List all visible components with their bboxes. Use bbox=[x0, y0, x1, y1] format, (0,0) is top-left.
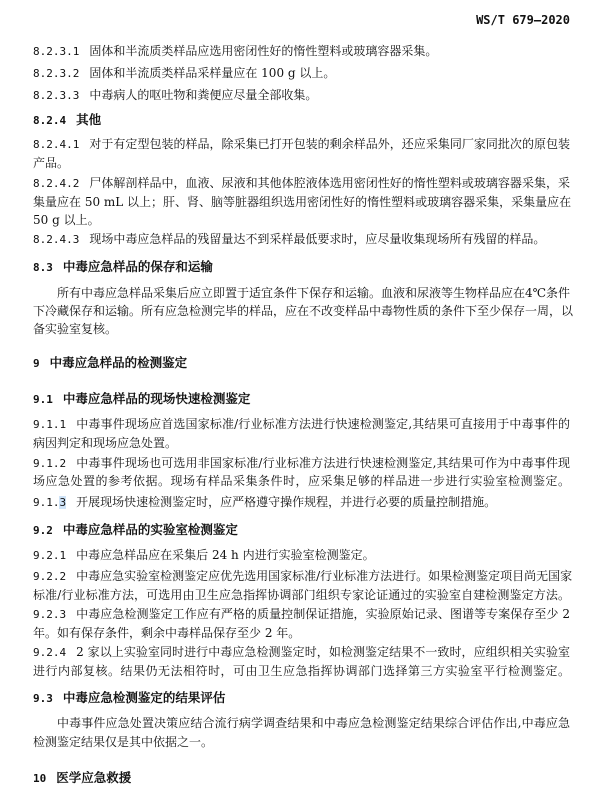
line-text: 中毒事件应急处置决策应结合流行病学调查结果和中毒应急检测鉴定结果综合评估作出,中毒应急 bbox=[57, 716, 570, 730]
paragraph-line bbox=[33, 211, 570, 230]
clause-number: 8.2.3.2 bbox=[33, 67, 80, 80]
line-text: 中毒应急样品的实验室检测鉴定 bbox=[62, 522, 238, 537]
clause-number[interactable]: 9.1.3 bbox=[33, 496, 67, 509]
line-text: 所有中毒应急样品采集后应立即置于适宜条件下保存和运输。血液和尿液等生物样品应在4℃条件 bbox=[57, 286, 571, 300]
line-text: 中毒事件现场应首选国家标准/行业标准方法进行快速检测鉴定,其结果可直接用于中毒事件的 bbox=[76, 417, 570, 431]
line-text: 病因判定和现场应急处置。 bbox=[33, 436, 178, 450]
clause-number: 9.2.1 bbox=[33, 549, 67, 562]
document-code-header: WS/T 679—2020 bbox=[476, 13, 570, 27]
paragraph-line bbox=[33, 64, 570, 83]
paragraph-line bbox=[33, 42, 570, 61]
paragraph-line bbox=[33, 493, 570, 512]
clause-number: 9.2.3 bbox=[33, 608, 67, 621]
section-heading bbox=[33, 389, 570, 408]
clause-number: 9.2.2 bbox=[33, 570, 67, 583]
line-text: 开展现场快速检测鉴定时，应严格遵守操作规程，并进行必要的质量控制措施。 bbox=[76, 495, 497, 509]
clause-number: 8.2.4 bbox=[33, 114, 67, 127]
line-text: 集量应在 50 mL 以上；肝、肾、脑等脏器组织选用密闭性好的惰性塑料或玻璃容器采集，采集量应在 bbox=[33, 195, 572, 209]
line-text: 中毒应急样品应在采集后 24 h 内进行实验室检测鉴定。 bbox=[76, 548, 375, 562]
line-text: 50 g 以上。 bbox=[33, 213, 100, 227]
clause-number: 9 bbox=[33, 357, 40, 370]
clause-number: 10 bbox=[33, 772, 47, 785]
section-heading bbox=[33, 520, 570, 539]
paragraph-line bbox=[33, 193, 570, 212]
paragraph-line bbox=[33, 415, 570, 434]
line-text: 标准/行业标准方法，可选用由卫生应急指挥协调部门组织专家论证通过的实验室自建检测鉴定方法。 bbox=[33, 588, 570, 602]
line-text: 场应急处置的参考依据。现场有样品采集条件时，应采集足够的样品进一步进行实验室检测鉴定。 bbox=[33, 474, 570, 488]
line-text: 进行内部复核。结果仍无法相符时，可由卫生应急指挥协调部门选择第三方实验室平行检测鉴定。 bbox=[33, 664, 570, 678]
line-text: 中毒应急样品的保存和运输 bbox=[62, 259, 213, 274]
paragraph-line bbox=[33, 714, 570, 733]
paragraph-line bbox=[33, 472, 570, 491]
line-text: 尸体解剖样品中，血液、尿液和其他体腔液体选用密闭性好的惰性塑料或玻璃容器采集，采 bbox=[89, 176, 570, 190]
clause-number: 9.1.2 bbox=[33, 457, 67, 470]
paragraph-line bbox=[33, 605, 570, 624]
clause-number: 9.3 bbox=[33, 692, 53, 705]
line-text: 中毒病人的呕吐物和粪便应尽量全部收集。 bbox=[89, 88, 318, 102]
section-heading bbox=[33, 768, 570, 787]
line-text: 2 家以上实验室同时进行中毒应急检测鉴定时，如检测鉴定结果不一致时，应组织相关实验室 bbox=[76, 645, 570, 659]
line-text: 中毒应急检测鉴定的结果评估 bbox=[62, 690, 226, 705]
paragraph-line bbox=[33, 284, 570, 303]
line-text: 产品。 bbox=[33, 156, 70, 170]
line-text: 年。如有保存条件，剩余中毒样品保存至少 2 年。 bbox=[33, 626, 301, 640]
clause-number: 8.2.4.3 bbox=[33, 233, 80, 246]
clause-number: 8.2.4.2 bbox=[33, 177, 80, 190]
paragraph-line bbox=[33, 230, 570, 249]
paragraph-line bbox=[33, 302, 574, 321]
line-text: 中毒应急实验室检测鉴定应优先选用国家标准/行业标准方法进行。如果检测鉴定项目尚无国家 bbox=[76, 569, 573, 583]
paragraph-line bbox=[33, 454, 570, 473]
clause-number: 9.1.1 bbox=[33, 418, 67, 431]
line-text: 对于有定型包装的样品，除采集已打开包装的剩余样品外，还应采集同厂家同批次的原包装 bbox=[89, 137, 570, 151]
line-text: 现场中毒应急样品的残留量达不到采样最低要求时，应尽量收集现场所有残留的样品。 bbox=[89, 232, 546, 246]
clause-number: 8.2.4.1 bbox=[33, 138, 80, 151]
paragraph-line bbox=[33, 174, 570, 193]
clause-number: 8.2.3.3 bbox=[33, 89, 80, 102]
paragraph-line bbox=[33, 643, 570, 662]
paragraph-line bbox=[33, 86, 570, 105]
paragraph-line bbox=[33, 662, 570, 681]
paragraph-line bbox=[33, 567, 573, 586]
section-heading bbox=[33, 353, 570, 372]
line-text: 下冷藏保存和运输。所有应急检测完毕的样品，应在不改变样品中毒物性质的条件下至少保存一周，以 bbox=[33, 304, 574, 318]
paragraph-line bbox=[33, 434, 570, 453]
line-text: 医学应急救援 bbox=[56, 770, 132, 785]
paragraph-line bbox=[33, 586, 570, 605]
line-text: 中毒事件现场也可选用非国家标准/行业标准方法进行快速检测鉴定,其结果可作为中毒事件现 bbox=[76, 456, 570, 470]
section-heading bbox=[33, 257, 570, 276]
paragraph-line bbox=[33, 135, 570, 154]
paragraph-line bbox=[33, 733, 570, 752]
line-text: 备实验室复核。 bbox=[33, 322, 118, 336]
line-text: 中毒应急样品的检测鉴定 bbox=[49, 355, 188, 370]
clause-number: 9.1 bbox=[33, 393, 53, 406]
section-heading bbox=[33, 110, 570, 129]
line-text: 中毒应急检测鉴定工作应有严格的质量控制保证措施，实验原始记录、图谱等专案保存至少 2 bbox=[76, 607, 570, 621]
clause-number: 9.2 bbox=[33, 524, 53, 537]
clause-number: 8.2.3.1 bbox=[33, 45, 80, 58]
section-heading bbox=[33, 688, 570, 707]
line-text: 固体和半流质类样品应选用密闭性好的惰性塑料或玻璃容器采集。 bbox=[89, 44, 438, 58]
line-text: 固体和半流质类样品采样量应在 100 g 以上。 bbox=[89, 66, 336, 80]
line-text: 其他 bbox=[76, 112, 102, 127]
paragraph-line bbox=[33, 154, 570, 173]
line-text: 检测鉴定结果仅是其中依据之一。 bbox=[33, 735, 214, 749]
clause-number: 9.2.4 bbox=[33, 646, 67, 659]
paragraph-line bbox=[33, 546, 570, 565]
paragraph-line bbox=[33, 320, 570, 339]
paragraph-line bbox=[33, 624, 570, 643]
line-text: 中毒应急样品的现场快速检测鉴定 bbox=[62, 391, 251, 406]
clause-number: 8.3 bbox=[33, 261, 53, 274]
